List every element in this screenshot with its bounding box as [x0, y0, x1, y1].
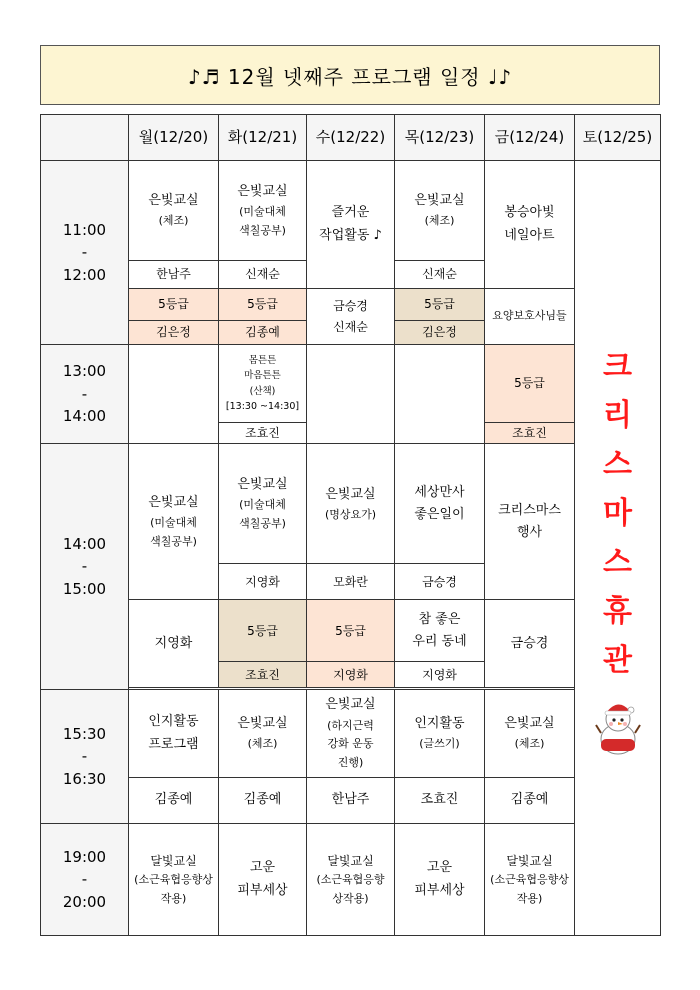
- tue-1530-staff: 김종예: [219, 778, 307, 824]
- mon-1530-staff: 김종예: [129, 778, 219, 824]
- fri-1100-extra: 요양보호사님들: [485, 289, 575, 345]
- mon-1100-grade-staff: 김은정: [129, 321, 219, 345]
- wed-1530-program: 은빛교실 (하지근력 강화 운동 진행): [307, 690, 395, 778]
- wed-1530-staff: 한남주: [307, 778, 395, 824]
- fri-1300-staff: 조효진: [485, 423, 575, 444]
- thu-1400-program: 세상만사 좋은일이: [395, 444, 485, 564]
- day-header-tue: 화(12/21): [219, 115, 307, 161]
- holiday-column: [575, 161, 661, 936]
- mon-1100-staff: 한남주: [129, 261, 219, 289]
- tue-1300-program: 몸튼튼 마음튼튼 (산책) [13:30 ~14:30]: [219, 345, 307, 423]
- day-header-mon: 월(12/20): [129, 115, 219, 161]
- time-slot-1100: 11:00 - 12:00: [41, 161, 129, 345]
- wed-1100-program: 즐거운 작업활동 ♪: [307, 161, 395, 289]
- fri-1300-program: 5등급: [485, 345, 575, 423]
- time-slot-1400: 14:00 - 15:00: [41, 444, 129, 690]
- tue-1530-program: 은빛교실 (체조): [219, 690, 307, 778]
- tue-1400-program: 은빛교실 (미술대체 색칠공부): [219, 444, 307, 564]
- thu-1400-extra: 참 좋은 우리 동네: [395, 600, 485, 662]
- wed-1900-program: 달빛교실 (소근육협응향 상작용): [307, 824, 395, 936]
- header-row: [41, 115, 661, 161]
- thu-1300-empty: [395, 345, 485, 444]
- wed-1400-program: 은빛교실 (명상요가): [307, 444, 395, 564]
- tue-1400-staff: 지영화: [219, 564, 307, 600]
- tue-1900-program: 고운 피부세상: [219, 824, 307, 936]
- corner-cell: [41, 115, 129, 161]
- thu-1100-grade: 5등급: [395, 289, 485, 321]
- wed-1400-grade-staff: 지영화: [307, 662, 395, 688]
- holiday-notice: 크 리 스 마 스 휴 관: [603, 348, 632, 678]
- fri-1900-program: 달빛교실 (소근육협응향상 작용): [485, 824, 575, 936]
- thu-1100-staff: 신재순: [395, 261, 485, 289]
- time-slot-1530: 15:30 - 16:30: [41, 690, 129, 824]
- page-title: ♪♬ 12월 넷째주 프로그램 일정 ♩♪: [40, 45, 660, 105]
- mon-1400-program: 은빛교실 (미술대체 색칠공부): [129, 444, 219, 600]
- tue-1400-grade: 5등급: [219, 600, 307, 662]
- mon-1530-program: 인지활동 프로그램: [129, 690, 219, 778]
- mon-1300-empty: [129, 345, 219, 444]
- fri-1100-program: 봉승아빛 네일아트: [485, 161, 575, 289]
- tue-1300-staff: 조효진: [219, 423, 307, 444]
- thu-1530-staff: 조효진: [395, 778, 485, 824]
- mon-1100-program: 은빛교실 (체조): [129, 161, 219, 261]
- tue-1100-staff: 신재순: [219, 261, 307, 289]
- tue-1400-grade-staff: 조효진: [219, 662, 307, 688]
- thu-1400-extra-staff: 지영화: [395, 662, 485, 688]
- mon-1100-grade: 5등급: [129, 289, 219, 321]
- day-header-fri: 금(12/24): [485, 115, 575, 161]
- wed-1400-staff: 모화란: [307, 564, 395, 600]
- fri-1530-program: 은빛교실 (체조): [485, 690, 575, 778]
- fri-1400-program: 크리스마스 행사: [485, 444, 575, 600]
- day-header-sat: 토(12/25): [575, 115, 661, 161]
- thu-1100-grade-staff: 김은정: [395, 321, 485, 345]
- schedule-table: [40, 114, 661, 936]
- tue-1100-grade-staff: 김종예: [219, 321, 307, 345]
- day-header-wed: 수(12/22): [307, 115, 395, 161]
- thu-1400-staff: 금승경: [395, 564, 485, 600]
- thu-1530-program: 인지활동 (글쓰기): [395, 690, 485, 778]
- fri-1400-staff: 금승경: [485, 600, 575, 688]
- mon-1900-program: 달빛교실 (소근육협응향상 작용): [129, 824, 219, 936]
- thu-1900-program: 고운 피부세상: [395, 824, 485, 936]
- thu-1100-program: 은빛교실 (체조): [395, 161, 485, 261]
- day-header-thu: 목(12/23): [395, 115, 485, 161]
- fri-1530-staff: 김종예: [485, 778, 575, 824]
- tue-1100-grade: 5등급: [219, 289, 307, 321]
- tue-1100-program: 은빛교실 (미술대체 색칠공부): [219, 161, 307, 261]
- mon-1400-staff: 지영화: [129, 600, 219, 688]
- wed-1300-empty: [307, 345, 395, 444]
- wed-1100-extra: 금승경 신재순: [307, 289, 395, 345]
- snowman-icon: [575, 695, 660, 763]
- wed-1400-grade: 5등급: [307, 600, 395, 662]
- time-slot-1900: 19:00 - 20:00: [41, 824, 129, 936]
- time-slot-1300: 13:00 - 14:00: [41, 345, 129, 444]
